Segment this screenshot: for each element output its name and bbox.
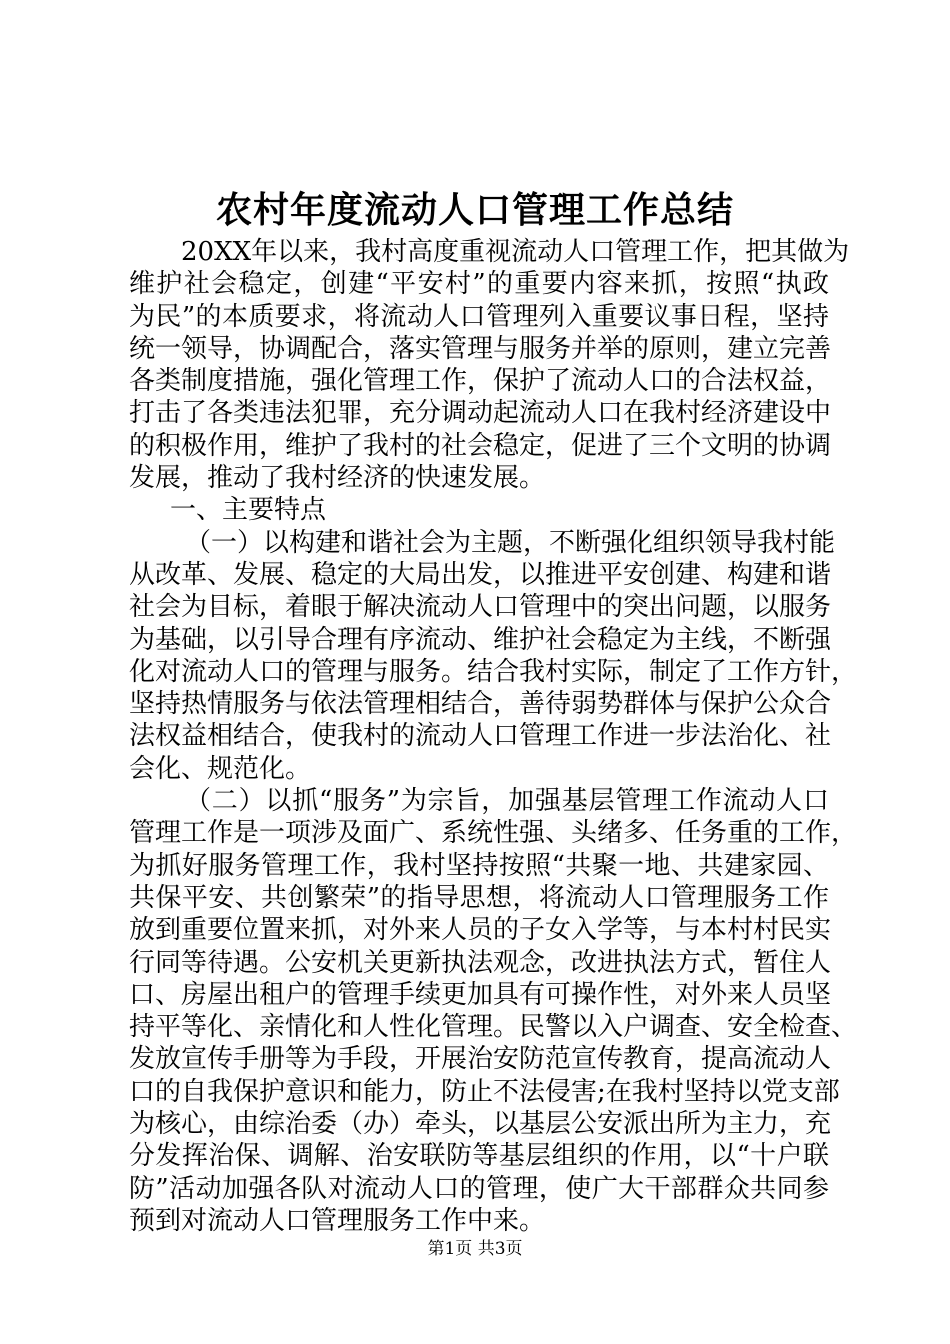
paragraph-one-line: 社会为目标，着眼于解决流动人口管理中的突出问题，以服务 — [129, 592, 832, 623]
paragraph-two-line: 口的自我保护意识和能力，防止不法侵害;在我村坚持以党支部 — [129, 1076, 840, 1107]
paragraph-one-line: 为基础，以引导合理有序流动、维护社会稳定为主线，不断强 — [129, 624, 832, 655]
paragraph-intro-line: 为民”的本质要求，将流动人口管理列入重要议事日程，坚持 — [129, 301, 829, 332]
paragraph-one-line: 会化、规范化。 — [129, 753, 312, 784]
paragraph-two-line: 预到对流动人口管理服务工作中来。 — [129, 1205, 546, 1236]
document-body — [129, 236, 858, 1237]
paragraph-one-line: 法权益相结合，使我村的流动人口管理工作进一步法治化、社 — [129, 721, 832, 752]
page-footer: 第1页 共3页 — [427, 1239, 523, 1259]
paragraph-two-line: 防”活动加强各队对流动人口的管理，使广大干部群众共同参 — [129, 1173, 829, 1204]
document-title: 农村年度流动人口管理工作总结 — [215, 189, 734, 231]
paragraph-intro-line: 20XX年以来，我村高度重视流动人口管理工作，把其做为 — [181, 237, 850, 267]
paragraph-two-line: 管理工作是一项涉及面广、系统性强、头绪多、任务重的工作， — [129, 818, 858, 849]
paragraph-one-line: 坚持热情服务与依法管理相结合，善待弱势群体与保护公众合 — [129, 689, 832, 720]
paragraph-two-line: 共保平安、共创繁荣”的指导思想，将流动人口管理服务工作 — [129, 882, 829, 913]
paragraph-two-line: 持平等化、亲情化和人性化管理。民警以入户调查、安全检查、 — [129, 1012, 858, 1043]
paragraph-two-line: 口、房屋出租户的管理手续更加具有可操作性，对外来人员坚 — [129, 979, 832, 1010]
paragraph-two-line: （二）以抓“服务”为宗旨，加强基层管理工作流动人口 — [185, 786, 829, 817]
paragraph-one-line: 化对流动人口的管理与服务。结合我村实际，制定了工作方针， — [129, 656, 858, 687]
paragraph-intro-line: 的积极作用，维护了我村的社会稳定，促进了三个文明的协调 — [129, 430, 832, 461]
paragraph-intro-line: 统一领导，协调配合，落实管理与服务并举的原则，建立完善 — [129, 333, 832, 364]
paragraph-two-line: 分发挥治保、调解、治安联防等基层组织的作用，以“十户联 — [129, 1141, 829, 1172]
paragraph-two-line: 行同等待遇。公安机关更新执法观念，改进执法方式，暂住人 — [129, 947, 832, 978]
paragraph-two-line: 为核心，由综治委（办）牵头，以基层公安派出所为主力，充 — [129, 1109, 832, 1140]
paragraph-intro-line: 维护社会稳定，创建“平安村”的重要内容来抓，按照“执政 — [129, 269, 829, 300]
paragraph-one-line: （一）以构建和谐社会为主题，不断强化组织领导我村能 — [185, 527, 836, 558]
paragraph-two-line: 为抓好服务管理工作，我村坚持按照“共聚一地、共建家园、 — [129, 850, 829, 881]
paragraph-one-line: 从改革、发展、稳定的大局出发，以推进平安创建、构建和谐 — [129, 559, 832, 590]
paragraph-two-line: 发放宣传手册等为手段，开展治安防范宣传教育，提高流动人 — [129, 1044, 832, 1075]
paragraph-intro-line: 各类制度措施，强化管理工作，保护了流动人口的合法权益， — [129, 366, 832, 397]
section-heading: 一、主要特点 — [170, 495, 327, 526]
paragraph-two-line: 放到重要位置来抓，对外来人员的子女入学等，与本村村民实 — [129, 915, 832, 946]
paragraph-intro-line: 打击了各类违法犯罪，充分调动起流动人口在我村经济建设中 — [129, 398, 832, 429]
paragraph-intro-line: 发展，推动了我村经济的快速发展。 — [129, 463, 546, 494]
